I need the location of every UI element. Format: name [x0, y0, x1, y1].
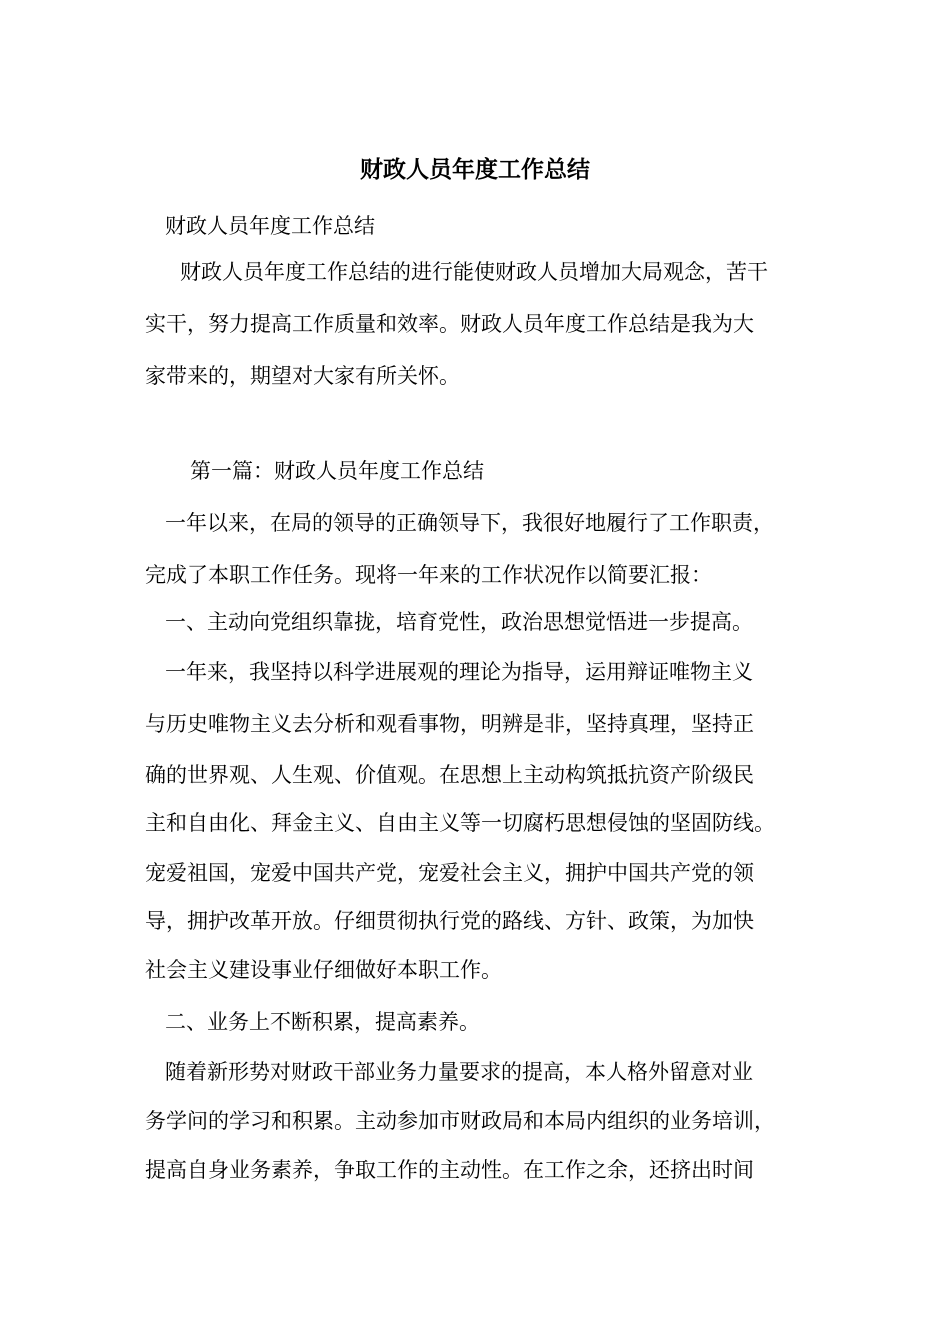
point-heading-1: 一、主动向党组织靠拢，培育党性，政治思想觉悟进一步提高。	[165, 610, 753, 634]
paragraph-line: 确的世界观、人生观、价值观。在思想上主动构筑抵抗资产阶级民	[145, 763, 754, 787]
intro-line-1: 财政人员年度工作总结的进行能使财政人员增加大局观念，苦干	[180, 260, 768, 284]
paragraph-line: 随着新形势对财政干部业务力量要求的提高，本人格外留意对业	[165, 1060, 753, 1084]
paragraph-line: 务学问的学习和积累。主动参加市财政局和本局内组织的业务培训，	[145, 1109, 775, 1133]
paragraph-line: 宠爱祖国，宠爱中国共产党，宠爱社会主义，拥护中国共产党的领	[145, 861, 754, 885]
intro-line-2: 实干，努力提高工作质量和效率。财政人员年度工作总结是我为大	[145, 312, 754, 336]
paragraph-line: 主和自由化、拜金主义、自由主义等一切腐朽思想侵蚀的坚固防线。	[145, 811, 775, 835]
paragraph-line: 完成了本职工作任务。现将一年来的工作状况作以简要汇报：	[145, 563, 712, 587]
subtitle-line: 财政人员年度工作总结	[165, 214, 375, 238]
paragraph-line: 一年来，我坚持以科学进展观的理论为指导，运用辩证唯物主义	[165, 660, 753, 684]
paragraph-line: 提高自身业务素养，争取工作的主动性。在工作之余，还挤出时间	[145, 1158, 754, 1182]
intro-line-3: 家带来的，期望对大家有所关怀。	[145, 364, 460, 388]
section-heading: 第一篇：财政人员年度工作总结	[190, 459, 484, 483]
paragraph-line: 与历史唯物主义去分析和观看事物，明辨是非，坚持真理，坚持正	[145, 712, 754, 736]
document-title: 财政人员年度工作总结	[360, 156, 590, 183]
point-heading-2: 二、业务上不断积累，提高素养。	[165, 1010, 480, 1034]
paragraph-line: 社会主义建设事业仔细做好本职工作。	[145, 958, 502, 982]
paragraph-line: 一年以来，在局的领导的正确领导下，我很好地履行了工作职责，	[165, 511, 774, 535]
paragraph-line: 导，拥护改革开放。仔细贯彻执行党的路线、方针、政策，为加快	[145, 909, 754, 933]
